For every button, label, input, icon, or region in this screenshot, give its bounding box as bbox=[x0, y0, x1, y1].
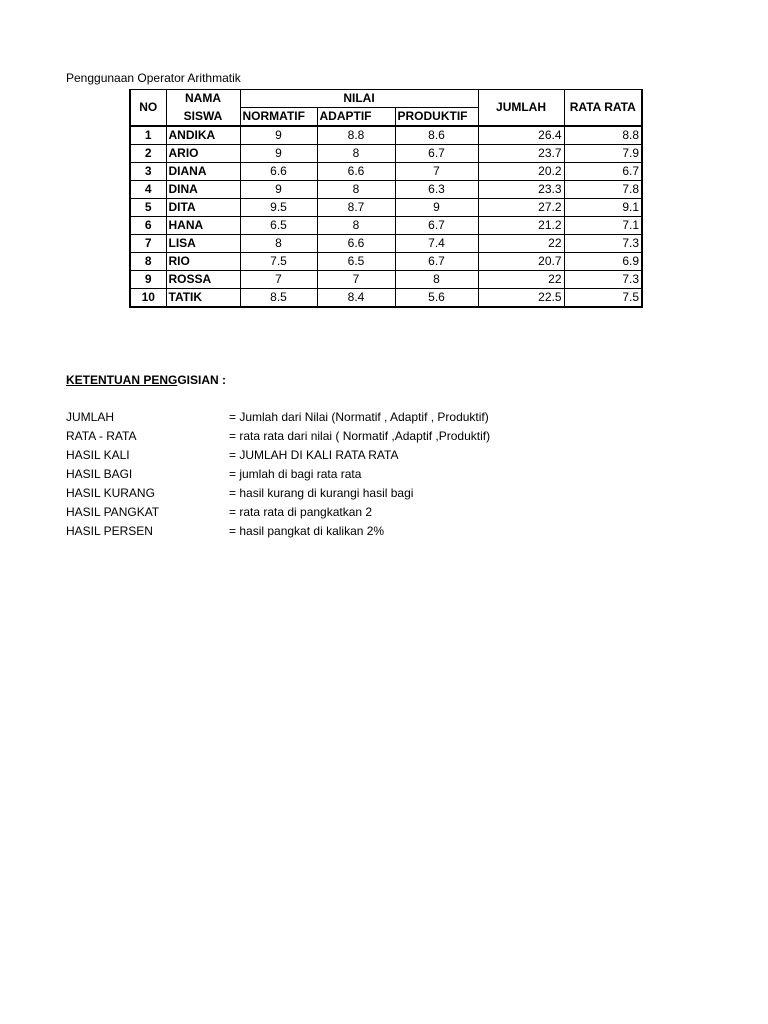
rule-value: = Jumlah dari Nilai (Normatif , Adaptif , Produktif) bbox=[229, 410, 489, 424]
cell-normatif: 6.6 bbox=[240, 163, 317, 181]
cell-nama: RIO bbox=[166, 253, 240, 271]
cell-adaptif: 8 bbox=[317, 217, 395, 235]
cell-adaptif: 8 bbox=[317, 181, 395, 199]
rule-value: = hasil kurang di kurangi hasil bagi bbox=[229, 486, 414, 500]
grades-table bbox=[129, 89, 643, 308]
header-adaptif: ADAPTIF bbox=[317, 108, 395, 127]
cell-produktif: 9 bbox=[395, 199, 478, 217]
cell-jumlah: 20.2 bbox=[478, 163, 564, 181]
cell-produktif: 6.7 bbox=[395, 145, 478, 163]
rules-title bbox=[66, 373, 226, 387]
table-row bbox=[130, 181, 642, 199]
cell-normatif: 9 bbox=[240, 181, 317, 199]
cell-normatif: 8.5 bbox=[240, 289, 317, 308]
rule-key: JUMLAH bbox=[66, 410, 115, 424]
cell-produktif: 6.7 bbox=[395, 217, 478, 235]
cell-adaptif: 6.6 bbox=[317, 235, 395, 253]
cell-nama: TATIK bbox=[166, 289, 240, 308]
cell-adaptif: 8.4 bbox=[317, 289, 395, 308]
table-row bbox=[130, 235, 642, 253]
header-jumlah: JUMLAH bbox=[478, 90, 564, 127]
cell-produktif: 7.4 bbox=[395, 235, 478, 253]
rule-key: HASIL PERSEN bbox=[66, 524, 153, 538]
cell-nama: DIANA bbox=[166, 163, 240, 181]
sheet-title: Penggunaan Operator Arithmatik bbox=[66, 71, 241, 85]
cell-normatif: 7.5 bbox=[240, 253, 317, 271]
cell-jumlah: 23.7 bbox=[478, 145, 564, 163]
header-no: NO bbox=[130, 90, 166, 127]
table-row bbox=[130, 253, 642, 271]
cell-produktif: 5.6 bbox=[395, 289, 478, 308]
cell-jumlah: 22.5 bbox=[478, 289, 564, 308]
rule-item bbox=[66, 408, 706, 427]
table-row bbox=[130, 217, 642, 235]
cell-rata-rata: 7.3 bbox=[564, 235, 642, 253]
header-normatif: NORMATIF bbox=[240, 108, 317, 127]
rule-value: = hasil pangkat di kalikan 2% bbox=[229, 524, 385, 538]
cell-rata-rata: 9.1 bbox=[564, 199, 642, 217]
cell-nama: HANA bbox=[166, 217, 240, 235]
cell-no: 9 bbox=[130, 271, 166, 289]
cell-rata-rata: 6.7 bbox=[564, 163, 642, 181]
cell-adaptif: 8.7 bbox=[317, 199, 395, 217]
cell-no: 8 bbox=[130, 253, 166, 271]
cell-rata-rata: 7.8 bbox=[564, 181, 642, 199]
table-row bbox=[130, 289, 642, 308]
cell-rata-rata: 7.3 bbox=[564, 271, 642, 289]
rule-item bbox=[66, 484, 706, 503]
rule-item bbox=[66, 503, 706, 522]
cell-normatif: 6.5 bbox=[240, 217, 317, 235]
rule-key: HASIL KALI bbox=[66, 448, 130, 462]
rule-key: HASIL KURANG bbox=[66, 486, 155, 500]
rule-value: = JUMLAH DI KALI RATA RATA bbox=[229, 448, 399, 462]
cell-nama: LISA bbox=[166, 235, 240, 253]
cell-no: 3 bbox=[130, 163, 166, 181]
rule-value: = rata rata di pangkatkan 2 bbox=[229, 505, 373, 519]
cell-jumlah: 20.7 bbox=[478, 253, 564, 271]
cell-produktif: 8.6 bbox=[395, 126, 478, 145]
rule-item bbox=[66, 427, 706, 446]
cell-adaptif: 8.8 bbox=[317, 126, 395, 145]
rule-key: HASIL PANGKAT bbox=[66, 505, 160, 519]
cell-jumlah: 23.3 bbox=[478, 181, 564, 199]
cell-nama: DINA bbox=[166, 181, 240, 199]
cell-adaptif: 6.5 bbox=[317, 253, 395, 271]
cell-rata-rata: 7.5 bbox=[564, 289, 642, 308]
cell-normatif: 9 bbox=[240, 126, 317, 145]
table-row bbox=[130, 163, 642, 181]
cell-normatif: 7 bbox=[240, 271, 317, 289]
cell-no: 2 bbox=[130, 145, 166, 163]
table-row bbox=[130, 199, 642, 217]
header-nilai: NILAI bbox=[240, 90, 478, 108]
cell-jumlah: 22 bbox=[478, 235, 564, 253]
cell-no: 10 bbox=[130, 289, 166, 308]
cell-nama: ANDIKA bbox=[166, 126, 240, 145]
cell-jumlah: 21.2 bbox=[478, 217, 564, 235]
rule-value: = rata rata dari nilai ( Normatif ,Adaptif ,Produktif) bbox=[229, 429, 491, 443]
cell-no: 5 bbox=[130, 199, 166, 217]
grade-rows bbox=[130, 126, 642, 307]
cell-jumlah: 26.4 bbox=[478, 126, 564, 145]
cell-normatif: 9.5 bbox=[240, 199, 317, 217]
cell-adaptif: 7 bbox=[317, 271, 395, 289]
cell-no: 1 bbox=[130, 126, 166, 145]
rules-title-part1: KETENTUAN PENG bbox=[66, 373, 178, 387]
cell-normatif: 9 bbox=[240, 145, 317, 163]
rule-key: RATA - RATA bbox=[66, 429, 137, 443]
rules-list bbox=[66, 408, 706, 541]
cell-produktif: 6.7 bbox=[395, 253, 478, 271]
cell-produktif: 7 bbox=[395, 163, 478, 181]
cell-adaptif: 6.6 bbox=[317, 163, 395, 181]
table-row bbox=[130, 145, 642, 163]
rule-item bbox=[66, 446, 706, 465]
cell-rata-rata: 7.1 bbox=[564, 217, 642, 235]
cell-no: 4 bbox=[130, 181, 166, 199]
cell-nama: ARIO bbox=[166, 145, 240, 163]
cell-produktif: 8 bbox=[395, 271, 478, 289]
rules-title-part2: GISIAN : bbox=[177, 373, 227, 387]
cell-jumlah: 22 bbox=[478, 271, 564, 289]
cell-adaptif: 8 bbox=[317, 145, 395, 163]
cell-jumlah: 27.2 bbox=[478, 199, 564, 217]
header-nama-line2: SISWA bbox=[166, 108, 240, 127]
cell-normatif: 8 bbox=[240, 235, 317, 253]
cell-nama: DITA bbox=[166, 199, 240, 217]
cell-rata-rata: 7.9 bbox=[564, 145, 642, 163]
cell-produktif: 6.3 bbox=[395, 181, 478, 199]
header-rata-rata: RATA RATA bbox=[564, 90, 642, 127]
rule-item bbox=[66, 522, 706, 541]
table-row bbox=[130, 126, 642, 145]
cell-nama: ROSSA bbox=[166, 271, 240, 289]
table-row bbox=[130, 271, 642, 289]
rule-item bbox=[66, 465, 706, 484]
cell-rata-rata: 8.8 bbox=[564, 126, 642, 145]
rule-key: HASIL BAGI bbox=[66, 467, 133, 481]
header-nama-line1: NAMA bbox=[166, 90, 240, 108]
cell-rata-rata: 6.9 bbox=[564, 253, 642, 271]
rule-value: = jumlah di bagi rata rata bbox=[229, 467, 362, 481]
header-produktif: PRODUKTIF bbox=[395, 108, 478, 127]
cell-no: 6 bbox=[130, 217, 166, 235]
cell-no: 7 bbox=[130, 235, 166, 253]
